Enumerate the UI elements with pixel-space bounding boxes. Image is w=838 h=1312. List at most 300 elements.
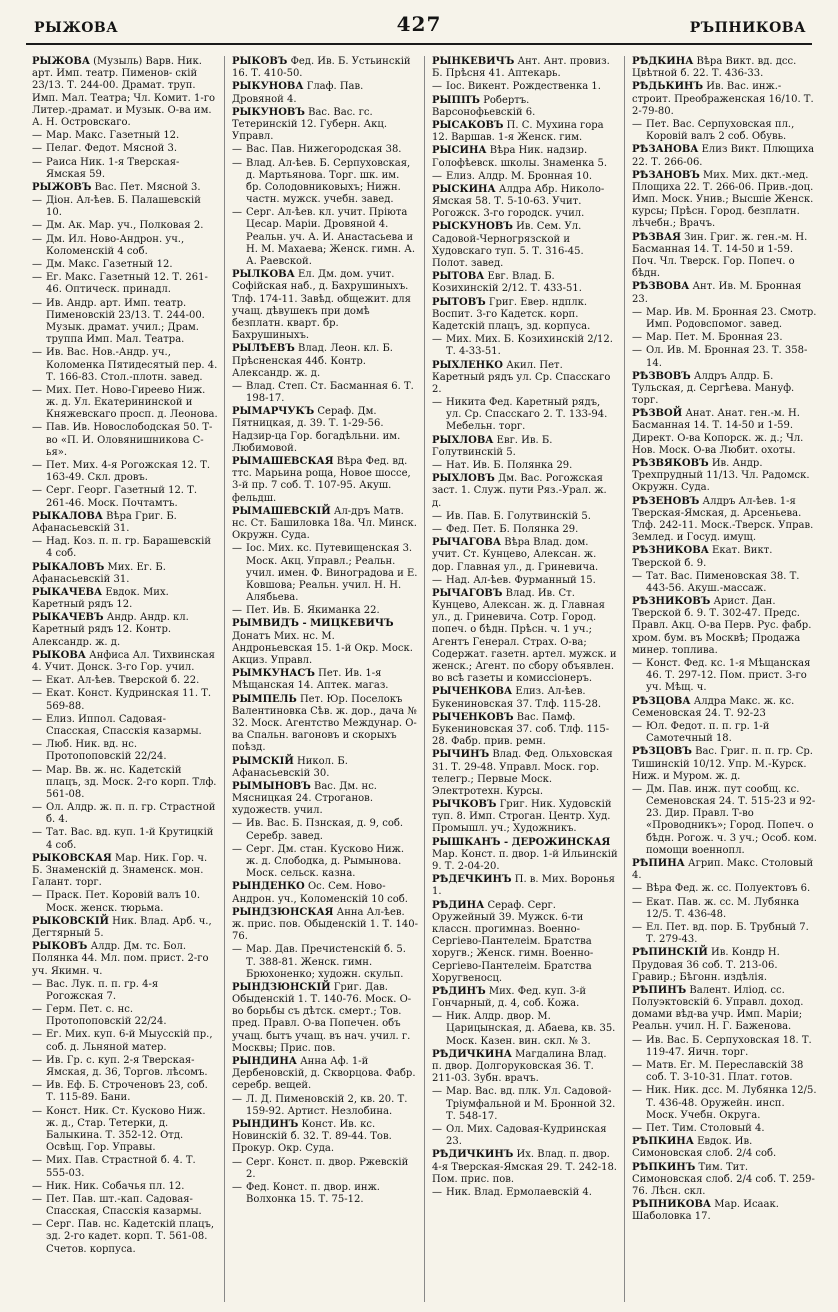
entry-text: Фед. Конст. п. двор. инж. Волхонка 15. Т. 75-12. — [246, 1181, 380, 1206]
directory-entry — [232, 881, 418, 905]
repeat-dash: — — [232, 843, 242, 855]
repeat-dash: — — [32, 220, 42, 232]
entry-text: Серг. Конст. п. двор. Ржевскій 2. — [246, 1156, 409, 1180]
entry-text: Магдалина Влад. п. двор. Долгоруковская 36. Т. 211-03. Зубн. врачъ. — [432, 1048, 607, 1085]
directory-entry — [32, 890, 218, 914]
directory-entry — [32, 1194, 218, 1218]
surname: РЫНДЗЮНСКАЯ — [232, 906, 334, 918]
directory-entry — [632, 784, 818, 857]
entry-text: Агрип. Макс. Столовый 4. — [632, 858, 814, 882]
entry-text: Вѣра Ник. надзир. Голофѣевск. школы. Знаменка 5. — [432, 145, 608, 169]
repeat-dash: — — [32, 347, 42, 359]
entry-text: Алдра Макс. ж. кс. Семеновская 24. Т. 92-23 — [632, 695, 795, 719]
directory-entry — [632, 883, 818, 895]
directory-entry — [432, 712, 618, 749]
repeat-dash: — — [432, 1086, 442, 1098]
repeat-dash: — — [432, 1186, 442, 1198]
directory-entry — [32, 182, 218, 194]
repeat-dash: — — [232, 1093, 242, 1105]
directory-entry — [632, 922, 818, 946]
repeat-dash: — — [432, 574, 442, 586]
entry-text: Григ. Дав. Обыденскій 1. Т. 140-76. Моск. О-во борьбы съ дѣтск. смерт.; Тов. пред. Правл. О-ва Попечен. объ учащ. бытъ учащ. въ нач. учил. г. Москвы; Прис. пов. — [232, 981, 412, 1054]
directory-entry — [432, 334, 618, 358]
entry-text: Раиса Ник. 1-я Тверская-Ямская 59. — [46, 156, 180, 180]
surname: РѢДИНЪ — [432, 985, 486, 997]
surname: РЫКОВЪ — [32, 941, 88, 953]
directory-entry — [32, 1055, 218, 1079]
page-header — [0, 0, 838, 60]
repeat-dash: — — [232, 144, 242, 156]
repeat-dash: — — [632, 570, 642, 582]
repeat-dash: — — [232, 157, 242, 169]
entry-text: Ив. Вас. Б. Серпуховская 18. Т. 119-47. Яичн. торг. — [646, 1034, 812, 1058]
directory-entry — [632, 696, 818, 720]
entry-text: Мар. Дав. Пречистенскій б. 5. Т. 388-81. Женск. гимн. Брюхоненко; художн. скульп. — [246, 944, 406, 980]
surname: РѢЗНИКОВЪ — [632, 596, 711, 608]
entry-text: Л. Д. Пименовскій 2, кв. 20. Т. 159-92. Артист. Незлобина. — [246, 1093, 408, 1117]
directory-entry — [32, 650, 218, 674]
surname: РЫМВИДЪ - МИЦКЕВИЧЪ — [232, 618, 394, 630]
entry-text: Анна Ал-ѣев. ж. прис. пов. Обыденскій 1. Т. 140-76. — [232, 906, 418, 943]
repeat-dash: — — [32, 827, 42, 839]
repeat-dash: — — [632, 883, 642, 895]
directory-entry — [432, 56, 618, 80]
entry-text: Конст. Ив. кс. Новинскій б. 32. Т. 89-44. Тов. Прокур. Окр. Суда. — [232, 1118, 392, 1155]
entry-text: Ел. Дм. дом. учит. Софійская наб., д. Бахрушиныхъ. Тлф. 174-11. Завѣд. общежит. для учащ. дѣвушекъ при домѣ безплатн. кварт. бр. Бахрушиныхъ. — [232, 269, 411, 342]
repeat-dash: — — [32, 1029, 42, 1041]
surname: РѢДКИНА — [632, 56, 694, 67]
repeat-dash: — — [32, 739, 42, 751]
entry-text: Над. Коз. п. п. гр. Барашевскій 4 соб. — [46, 536, 212, 560]
repeat-dash: — — [32, 1155, 42, 1167]
surname: РЫТОВА — [432, 271, 485, 283]
directory-entry — [32, 347, 218, 384]
entry-text: Екат. Викт. Тверской б. 9. — [632, 545, 773, 569]
repeat-dash: — — [432, 523, 442, 535]
repeat-dash: — — [432, 1011, 442, 1023]
directory-entry — [432, 1124, 618, 1148]
entry-text: Сераф. Серг. Оружейный 39. Мужск. 6-ти классн. прогимназ. Военно-Сергіево-Пантелеім. Братства хоругв.; Женск. гимн. Военно-Сергіево-Пантелеім. Братства Хоругвеносц. — [432, 899, 594, 984]
directory-entry — [232, 818, 418, 842]
surname: РЫЧАГОВЪ — [432, 587, 503, 599]
surname: РЫМСКІЙ — [232, 755, 294, 767]
entry-text: Вас. Памф. Букениновская 37. соб. Тлф. 115-28. Фабр. прив. ремн. — [432, 711, 610, 748]
entry-text: Ол. Алдр. ж. п. п. гр. Страстной б. 4. — [46, 802, 216, 826]
entry-text: Тат. Вас. вд. куп. 1-й Крутицкій 4 соб. — [46, 827, 214, 851]
entry-text: Ол. Ив. М. Бронная 23. Т. 358-14. — [646, 345, 808, 369]
entry-text: Пет. Пав. шт.-кап. Садовая-Спасская, Спасскія казармы. — [46, 1193, 202, 1218]
directory-entry — [432, 95, 618, 119]
entry-text: Ег. Мих. куп. 6-й Мыусскій пр., соб. д. Льняной матер. — [46, 1029, 213, 1053]
surname: РЫЖОВЪ — [32, 181, 92, 193]
repeat-dash: — — [632, 306, 642, 318]
repeat-dash: — — [632, 1060, 642, 1071]
directory-entry — [632, 144, 818, 168]
entry-text: Вѣра Влад. дом. учит. Ст. Кунцево, Алексан. ж. дор. Главная ул., д. Гриневича. — [432, 537, 599, 573]
directory-entry — [432, 1049, 618, 1086]
entry-text: Над. Ал-ѣев. Фурманный 15. — [446, 574, 596, 586]
surname: РѢЗНИКОВА — [632, 545, 709, 557]
surname: РѢЗАНОВА — [632, 144, 699, 156]
repeat-dash: — — [432, 397, 442, 409]
entry-text: Алдръ Ал-ѣев. 1-я Тверская-Ямская, д. Арсеньева. Тлф. 242-11. Моск.-Тверск. Управ. Землед. и Госуд. имущ. — [632, 495, 814, 544]
running-head-left: РЫЖОВА — [34, 20, 119, 36]
entry-text: Ник. Влад. Арб. ч., Дегтярный 5. — [32, 915, 212, 939]
directory-entry — [232, 406, 418, 455]
directory-entry — [32, 688, 218, 712]
entry-text: Алдра Абр. Николо-Ямская 58. Т. 5-10-63. Учит. Рогожск. 3-го городск. учил. — [432, 183, 605, 220]
entry-text: Никита Фед. Каретный рядъ, ул. Ср. Спасскаго 2. Т. 133-94. Мебельн. торг. — [446, 397, 608, 433]
entry-text: П. С. Мухина гора 12. Варшав. 1-я Женск. гим. — [432, 119, 604, 144]
surname: РѢЗЕНОВЪ — [632, 495, 700, 507]
entry-text: Арист. Дан. Тверской б. 9. Т. 302-47. Предс. Правл. Акц. О-ва Перв. Рус. фабр. хром. бум. въ Москвѣ; Продажа минер. топлива. — [632, 596, 812, 656]
repeat-dash: — — [432, 170, 442, 182]
entry-text: Анат. Анат. ген.-м. Н. Басманная 14. Т. 14-50 и 1-59. Директ. О-ва Копорск. ж. д.; Чл. Нов. Моск. О-ва Любит. охоты. — [632, 408, 804, 456]
entry-text: Ив. Кондр Н. Прудовая 36 соб. Т. 213-06. Гравир.; Бѣгонн. издѣлія. — [632, 947, 780, 983]
surname: РЫТОВЪ — [432, 296, 486, 308]
directory-entry — [232, 506, 418, 543]
entry-text: Ант. Ант. провиз. Б. Прѣсня 41. Аптекарь. — [432, 56, 610, 80]
entry-text: Робертъ. Варсонофьевскій 6. — [432, 94, 536, 118]
repeat-dash: — — [632, 658, 642, 669]
entry-text: Донатъ Мих. нс. М. Андроньевская 15. 1-й Окр. Моск. Акциз. Управл. — [232, 630, 413, 666]
entry-text: Влад. Леон. кл. Б. Прѣсненская 44б. Контр. Александр. ж. д. — [232, 343, 393, 379]
repeat-dash: — — [32, 675, 42, 687]
directory-entry — [232, 343, 418, 380]
directory-entry — [432, 145, 618, 169]
repeat-dash: — — [232, 380, 242, 392]
directory-entry — [32, 827, 218, 851]
repeat-dash: — — [632, 1085, 642, 1097]
repeat-dash: — — [32, 1193, 42, 1205]
entry-text: Ант. Ив. М. Бронная 23. — [632, 281, 802, 305]
entry-text: Влад. Ив. Ст. Кунцево, Алексан. ж. д. Главная ул., д. Гриневича. Сотр. Город. попеч. о бѣдн. Прѣсн. ч. 1 уч.; Агентъ Генерал. Страх. О-ва; Содержат. газетн. артел. мужск. и женск.; Агент. по сбору объявлен. во всѣ газеты и комиссіонеръ. — [432, 587, 617, 685]
entry-text: Вас. Вас. гс. Тетеринскій 12. Губерн. Акц. Управл. — [232, 106, 388, 143]
entry-text: Вас. Дм. нс. Мясницкая 24. Строганов. художеств. учил. — [232, 780, 377, 817]
repeat-dash: — — [32, 297, 42, 309]
entry-text: Никол. Б. Афанасьевскій 30. — [232, 755, 348, 779]
surname: РЫКОВСКІЙ — [32, 915, 109, 927]
repeat-dash: — — [232, 543, 242, 555]
repeat-dash: — — [32, 156, 42, 168]
surname: РЫЧЕНКОВЪ — [432, 711, 514, 723]
repeat-dash: — — [32, 233, 42, 245]
column-divider — [624, 56, 625, 1302]
directory-entry — [432, 360, 618, 397]
surname: РЫМАШЕВСКАЯ — [232, 456, 334, 467]
entry-text: Валент. Иліод. сс. Полуэктовскій 6. Управл. доход. домами вѣд-ва учр. Имп. Маріи; Реальн. учил. Н. Г. Баженова. — [632, 984, 804, 1033]
repeat-dash: — — [32, 195, 42, 207]
surname: РЫШКАНЪ - ДЕРОЖИНСКАЯ — [432, 836, 611, 848]
entry-text: Мар. Макс. Газетный 12. — [46, 130, 180, 142]
repeat-dash: — — [432, 1123, 442, 1135]
surname: РЫХЛОВА — [432, 434, 494, 446]
repeat-dash: — — [232, 1156, 242, 1168]
directory-entry — [32, 802, 218, 826]
directory-entry — [32, 1029, 218, 1053]
surname: РѢЗВОВА — [632, 281, 690, 293]
repeat-dash: — — [32, 978, 42, 990]
directory-entry — [232, 269, 418, 342]
entry-text: Алдръ Алдр. Б. Тульская, д. Сергѣева. Мануф. торг. — [632, 370, 795, 407]
directory-entry — [32, 130, 218, 142]
repeat-dash: — — [32, 802, 42, 814]
surname: РЫЛѢЕВЪ — [232, 343, 295, 355]
directory-entry — [32, 220, 218, 232]
directory-entry — [432, 171, 618, 183]
directory-entry — [632, 371, 818, 408]
repeat-dash: — — [32, 688, 42, 700]
directory-entry — [32, 422, 218, 459]
directory-columns — [26, 56, 817, 1302]
entry-text: Влад. Фед. Ольховская 31. Т. 29-48. Управл. Моск. гор. телегр.; Первые Моск. Электротехн. Курсы. — [432, 749, 613, 797]
entry-text: Вас. Пет. Мясной 3. — [94, 181, 201, 193]
entry-text: Екат. Ал-ѣев. Тверской б. 22. — [46, 675, 200, 687]
directory-entry — [432, 837, 618, 874]
surname: РѢЗВОВЪ — [632, 370, 691, 382]
directory-entry — [232, 605, 418, 617]
entry-text: Андр. Андр. кл. Каретный рядъ 12. Контр. Александр. ж. д. — [32, 612, 189, 648]
surname: РЫСАКОВЪ — [432, 119, 504, 131]
directory-entry — [432, 1187, 618, 1199]
header-rule — [26, 43, 812, 45]
directory-entry — [32, 765, 218, 802]
repeat-dash: — — [32, 1004, 42, 1016]
entry-text: Вѣра Фед. ж. сс. Полуектовъ 6. — [646, 883, 811, 895]
directory-entry — [432, 749, 618, 798]
repeat-dash: — — [32, 130, 42, 142]
directory-entry — [432, 184, 618, 221]
directory-entry — [432, 986, 618, 1010]
entry-text: Ив. Гр. с. куп. 2-я Тверская-Ямская, д. 36, Торгов. лѣсомъ. — [46, 1054, 208, 1078]
repeat-dash: — — [32, 1054, 42, 1066]
repeat-dash: — — [32, 272, 42, 284]
directory-entry — [232, 158, 418, 207]
directory-entry — [32, 739, 218, 763]
entry-text: Матв. Ег. М. Переславскій 38 соб. Т. 3-10-31. Плат. готов. — [646, 1060, 804, 1084]
entry-text: Мих. Мих. Б. Козихинскій 2/12. Т. 4-33-51. — [446, 334, 613, 358]
surname: РѢЗВАЯ — [632, 231, 681, 243]
directory-entry — [32, 1106, 218, 1155]
repeat-dash: — — [32, 1219, 42, 1231]
entry-text: Конст. Фед. кс. 1-я Мѣщанская 46. Т. 297-12. Пом. прист. 3-го уч. Мѣщ. ч. — [646, 658, 811, 694]
surname: РЫКУНОВА — [232, 81, 304, 93]
surname: РЫМКУНАСЪ — [232, 668, 315, 680]
directory-entry — [32, 916, 218, 940]
entry-text: Екат. Конст. Кудринская 11. Т. 569-88. — [46, 688, 212, 712]
entry-text: Евг. Влад. Б. Козихинскій 2/12. Т. 433-51. — [432, 271, 582, 295]
directory-entry — [232, 618, 418, 667]
directory-entry — [32, 1004, 218, 1028]
column-1 — [32, 56, 218, 1302]
surname: РЫХЛЕНКО — [432, 359, 504, 371]
column-2 — [232, 56, 418, 1302]
entry-text: Ник. Алдр. двор. М. Царицынская, д. Абаева, кв. 35. Моск. Казен. вин. скл. № 3. — [446, 1011, 616, 1047]
entry-text: Вѣра Григ. Б. Афанасьевскій 31. — [32, 510, 177, 534]
directory-entry — [32, 941, 218, 978]
directory-entry — [32, 56, 218, 129]
directory-entry — [432, 900, 618, 985]
repeat-dash: — — [32, 713, 42, 725]
surname: РЫСИНА — [432, 145, 487, 157]
entry-text: Вас. Лук. п. п. гр. 4-я Рогожская 7. — [46, 978, 159, 1002]
directory-entry — [632, 332, 818, 344]
directory-entry — [632, 408, 818, 457]
repeat-dash: — — [32, 259, 42, 270]
directory-entry — [32, 675, 218, 687]
directory-entry — [232, 207, 418, 268]
directory-entry — [32, 460, 218, 484]
directory-entry — [32, 272, 218, 296]
entry-text: Ив. Вас. Б. Пзнская, д. 9, соб. Серебр. завед. — [246, 818, 404, 842]
column-divider — [224, 56, 225, 1302]
entry-text: Дм. Макс. Газетный 12. — [46, 259, 173, 270]
directory-entry — [232, 668, 418, 692]
entry-text: Ег. Макс. Газетный 12. Т. 261-46. Оптическ. принадл. — [46, 272, 208, 296]
surname: РЫМЫНОВЪ — [232, 780, 311, 792]
directory-entry — [632, 170, 818, 231]
surname: РЫКАЛОВА — [32, 510, 103, 522]
repeat-dash: — — [232, 1181, 242, 1193]
directory-entry — [632, 596, 818, 657]
directory-entry — [232, 844, 418, 881]
entry-text: Пет. Мих. 4-я Рогожская 12. Т. 163-49. Скл. дровъ. — [46, 460, 211, 484]
surname: РЫКАЧЕВА — [32, 586, 103, 598]
directory-entry — [632, 119, 818, 143]
surname: РѢЗВОЙ — [632, 408, 683, 420]
directory-entry — [432, 397, 618, 434]
directory-entry — [232, 781, 418, 818]
directory-entry — [632, 897, 818, 921]
directory-entry — [432, 221, 618, 270]
surname: РЫКОВА — [32, 649, 86, 661]
surname: РЫКОВЪ — [232, 56, 288, 67]
surname: РѢДЬКИНЪ — [632, 81, 704, 93]
entry-text: Мих. Ег. Б. Афанасьевскій 31. — [32, 561, 166, 585]
entry-text: Мих. Мих. дкт.-мед. Площиха 22. Т. 266-06. Прив.-доц. Имп. Моск. Унив.; Высшіе Женск. курсы; Прѣсн. Город. безплатн. лѣчебн.; Врачъ. — [632, 169, 814, 230]
directory-entry — [632, 545, 818, 569]
entry-text: Вѣра Викт. вд. дсс. Цвѣтной б. 22. Т. 436-33. — [632, 56, 797, 80]
directory-entry — [632, 985, 818, 1034]
page-number: 427 — [396, 12, 442, 36]
entry-text: Юл. Федот. п. п. гр. 1-й Самотечный 18. — [646, 720, 770, 745]
entry-text: Мих. Пав. Страстной б. 4. Т. 555-03. — [46, 1155, 196, 1179]
entry-text: Елиз Викт. Плющиха 22. Т. 266-06. — [632, 144, 815, 168]
surname: РЫМАШЕВСКІЙ — [232, 505, 331, 517]
repeat-dash: — — [632, 720, 642, 732]
directory-entry — [632, 307, 818, 331]
surname: РѢЗЦОВА — [632, 695, 691, 707]
surname: РЫКОВСКАЯ — [32, 852, 112, 864]
directory-entry — [32, 234, 218, 258]
column-divider — [424, 56, 425, 1302]
directory-entry — [632, 1035, 818, 1059]
directory-entry — [232, 381, 418, 405]
entry-text: Зин. Григ. ж. ген.-м. Н. Басманная 14. Т. 14-50 и 1-59. Поч. Чл. Тверск. Гор. Попеч. о бѣдн. — [632, 231, 808, 280]
entry-text: Елиз. Иппол. Садовая-Спасская, Спасскія казармы. — [46, 713, 202, 737]
surname: РЫЛКОВА — [232, 269, 295, 281]
directory-entry — [32, 1155, 218, 1179]
surname: РЫНДЕНКО — [232, 881, 305, 893]
surname: РѢЗАНОВЪ — [632, 169, 700, 181]
surname: РѢПИНСКІЙ — [632, 947, 708, 959]
directory-entry — [32, 536, 218, 560]
entry-text: Дм. Пав. инж. пут сообщ. кс. Семеновская 24. Т. 515-23 и 92-23. Дир. Правл. Т-во «Проводникъ»; Город. Попеч. о бѣдн. Рогож. ч. 3 уч.; Особ. ком. помощи военнопл. — [646, 783, 817, 856]
entry-text: Глаф. Пав. Дровяной 4. — [232, 81, 364, 105]
repeat-dash: — — [232, 207, 242, 219]
repeat-dash: — — [632, 345, 642, 357]
surname: РЫЖОВА — [32, 56, 90, 67]
entry-text: Герм. Пет. с. нс. Протопоповскій 22/24. — [46, 1004, 167, 1028]
directory-entry — [32, 1181, 218, 1193]
entry-text: Ив. Еф. Б. Строченовъ 23, соб. Т. 115-89. Бани. — [46, 1080, 208, 1104]
entry-text: Мих. Пет. Ново-Гиреево Ниж. ж. д. Ул. Екатерининской и Княжевскаго просп. д. Леонова. — [46, 384, 218, 421]
directory-entry — [632, 1199, 818, 1223]
entry-text: Ив. Сем. Ул. Садовой-Черногрязской и Худовскаго туп. 5. Т. 316-45. Полот. завед. — [432, 221, 584, 269]
directory-entry — [632, 345, 818, 369]
repeat-dash: — — [32, 143, 42, 155]
column-3 — [432, 56, 618, 1302]
repeat-dash: — — [432, 510, 442, 522]
entry-text: Мар. Исаак. Шаболовка 17. — [632, 1199, 779, 1223]
surname: РЫНДЗЮНСКІЙ — [232, 981, 331, 993]
surname: РЫКАЧЕВЪ — [32, 612, 104, 624]
entry-text: Ив. Андр. арт. Имп. театр. Пименовскій 23/13. Т. 244-00. Музык. драмат. учил.; Драм. труппа Имп. Мал. Театра. — [46, 297, 205, 346]
directory-entry — [32, 511, 218, 535]
surname: РЫМАРЧУКЪ — [232, 406, 315, 418]
directory-entry — [632, 281, 818, 305]
entry-text: Вѣра Фед. вд. ттс. Марьина роща, Новое шоссе, 3-й пр. 7 соб. Т. 107-95. Акуш. фельдш. — [232, 456, 411, 504]
directory-entry — [632, 1136, 818, 1160]
entry-text: Ив. Вас. Нов.-Андр. уч., Коломенка Пятидесятый пер. 4. Т. 166-83. Стол.-плотн. завед. — [46, 347, 218, 383]
directory-entry — [632, 232, 818, 281]
entry-text: Пет. Ив. 1-я Мѣщанская 14. Аптек. магаз. — [232, 668, 389, 692]
entry-text: Мих. Фед. куп. 3-й Гончарный, д. 4, соб. Кожа. — [432, 985, 587, 1010]
directory-entry — [232, 756, 418, 780]
surname: РЫМПЕЛЬ — [232, 693, 297, 705]
directory-entry — [232, 907, 418, 944]
directory-entry — [432, 524, 618, 536]
directory-entry — [32, 1080, 218, 1104]
repeat-dash: — — [32, 1080, 42, 1092]
entry-text: Ос. Сем. Ново-Андрон. уч., Коломенскій 10 соб. — [232, 881, 408, 905]
entry-text: Серг. Дм. стан. Кусково Ниж. ж. д. Слободка, д. Рымынова. Моск. сельск. казна. — [246, 843, 405, 880]
entry-text: Праск. Пет. Коровій валъ 10. Моск. женск. тюрьма. — [46, 890, 201, 914]
surname: РѢДЕЧКИНЪ — [432, 874, 512, 886]
directory-entry — [32, 1219, 218, 1256]
surname: РѢПКИНЪ — [632, 1161, 696, 1173]
entry-text: Серг. Ал-ѣев. кл. учит. Пріюта Цесар. Маріи. Дровяной 4. Реальн. уч. А. И. Анастасьева и Н. М. Махаева; Женск. гимн. А. А. Раевской. — [246, 207, 416, 267]
directory-entry — [32, 612, 218, 649]
entry-text: Серг. Пав. нс. Кадетскій плацъ, зд. 2-го кадет. корп. Т. 561-08. Счетов. корпуса. — [46, 1219, 215, 1255]
directory-entry — [232, 1056, 418, 1093]
repeat-dash: — — [32, 764, 42, 776]
directory-entry — [632, 571, 818, 595]
surname: РЫКАЛОВЪ — [32, 561, 105, 573]
directory-entry — [432, 511, 618, 523]
directory-entry — [632, 1060, 818, 1084]
entry-text: Дм. Вас. Рогожская заст. 1. Служ. пути Ряз.-Урал. ж. д. — [432, 473, 607, 509]
entry-text: Елиз. Алдр. М. Бронная 10. — [446, 170, 593, 182]
entry-text: Пет. Ив. Б. Якиманка 22. — [246, 605, 380, 617]
directory-entry — [232, 543, 418, 604]
repeat-dash: — — [32, 485, 42, 497]
entry-text: Тим. Тит. Симоновская слоб. 2/4 соб. Т. 259-76. Лѣсн. скл. — [632, 1161, 815, 1197]
entry-text: Евдок. Мих. Каретный рядъ 12. — [32, 586, 169, 611]
surname: РѢЗВЯКОВЪ — [632, 458, 709, 469]
directory-entry — [232, 1182, 418, 1206]
surname: РѢДИЧКИНЪ — [432, 1149, 514, 1161]
